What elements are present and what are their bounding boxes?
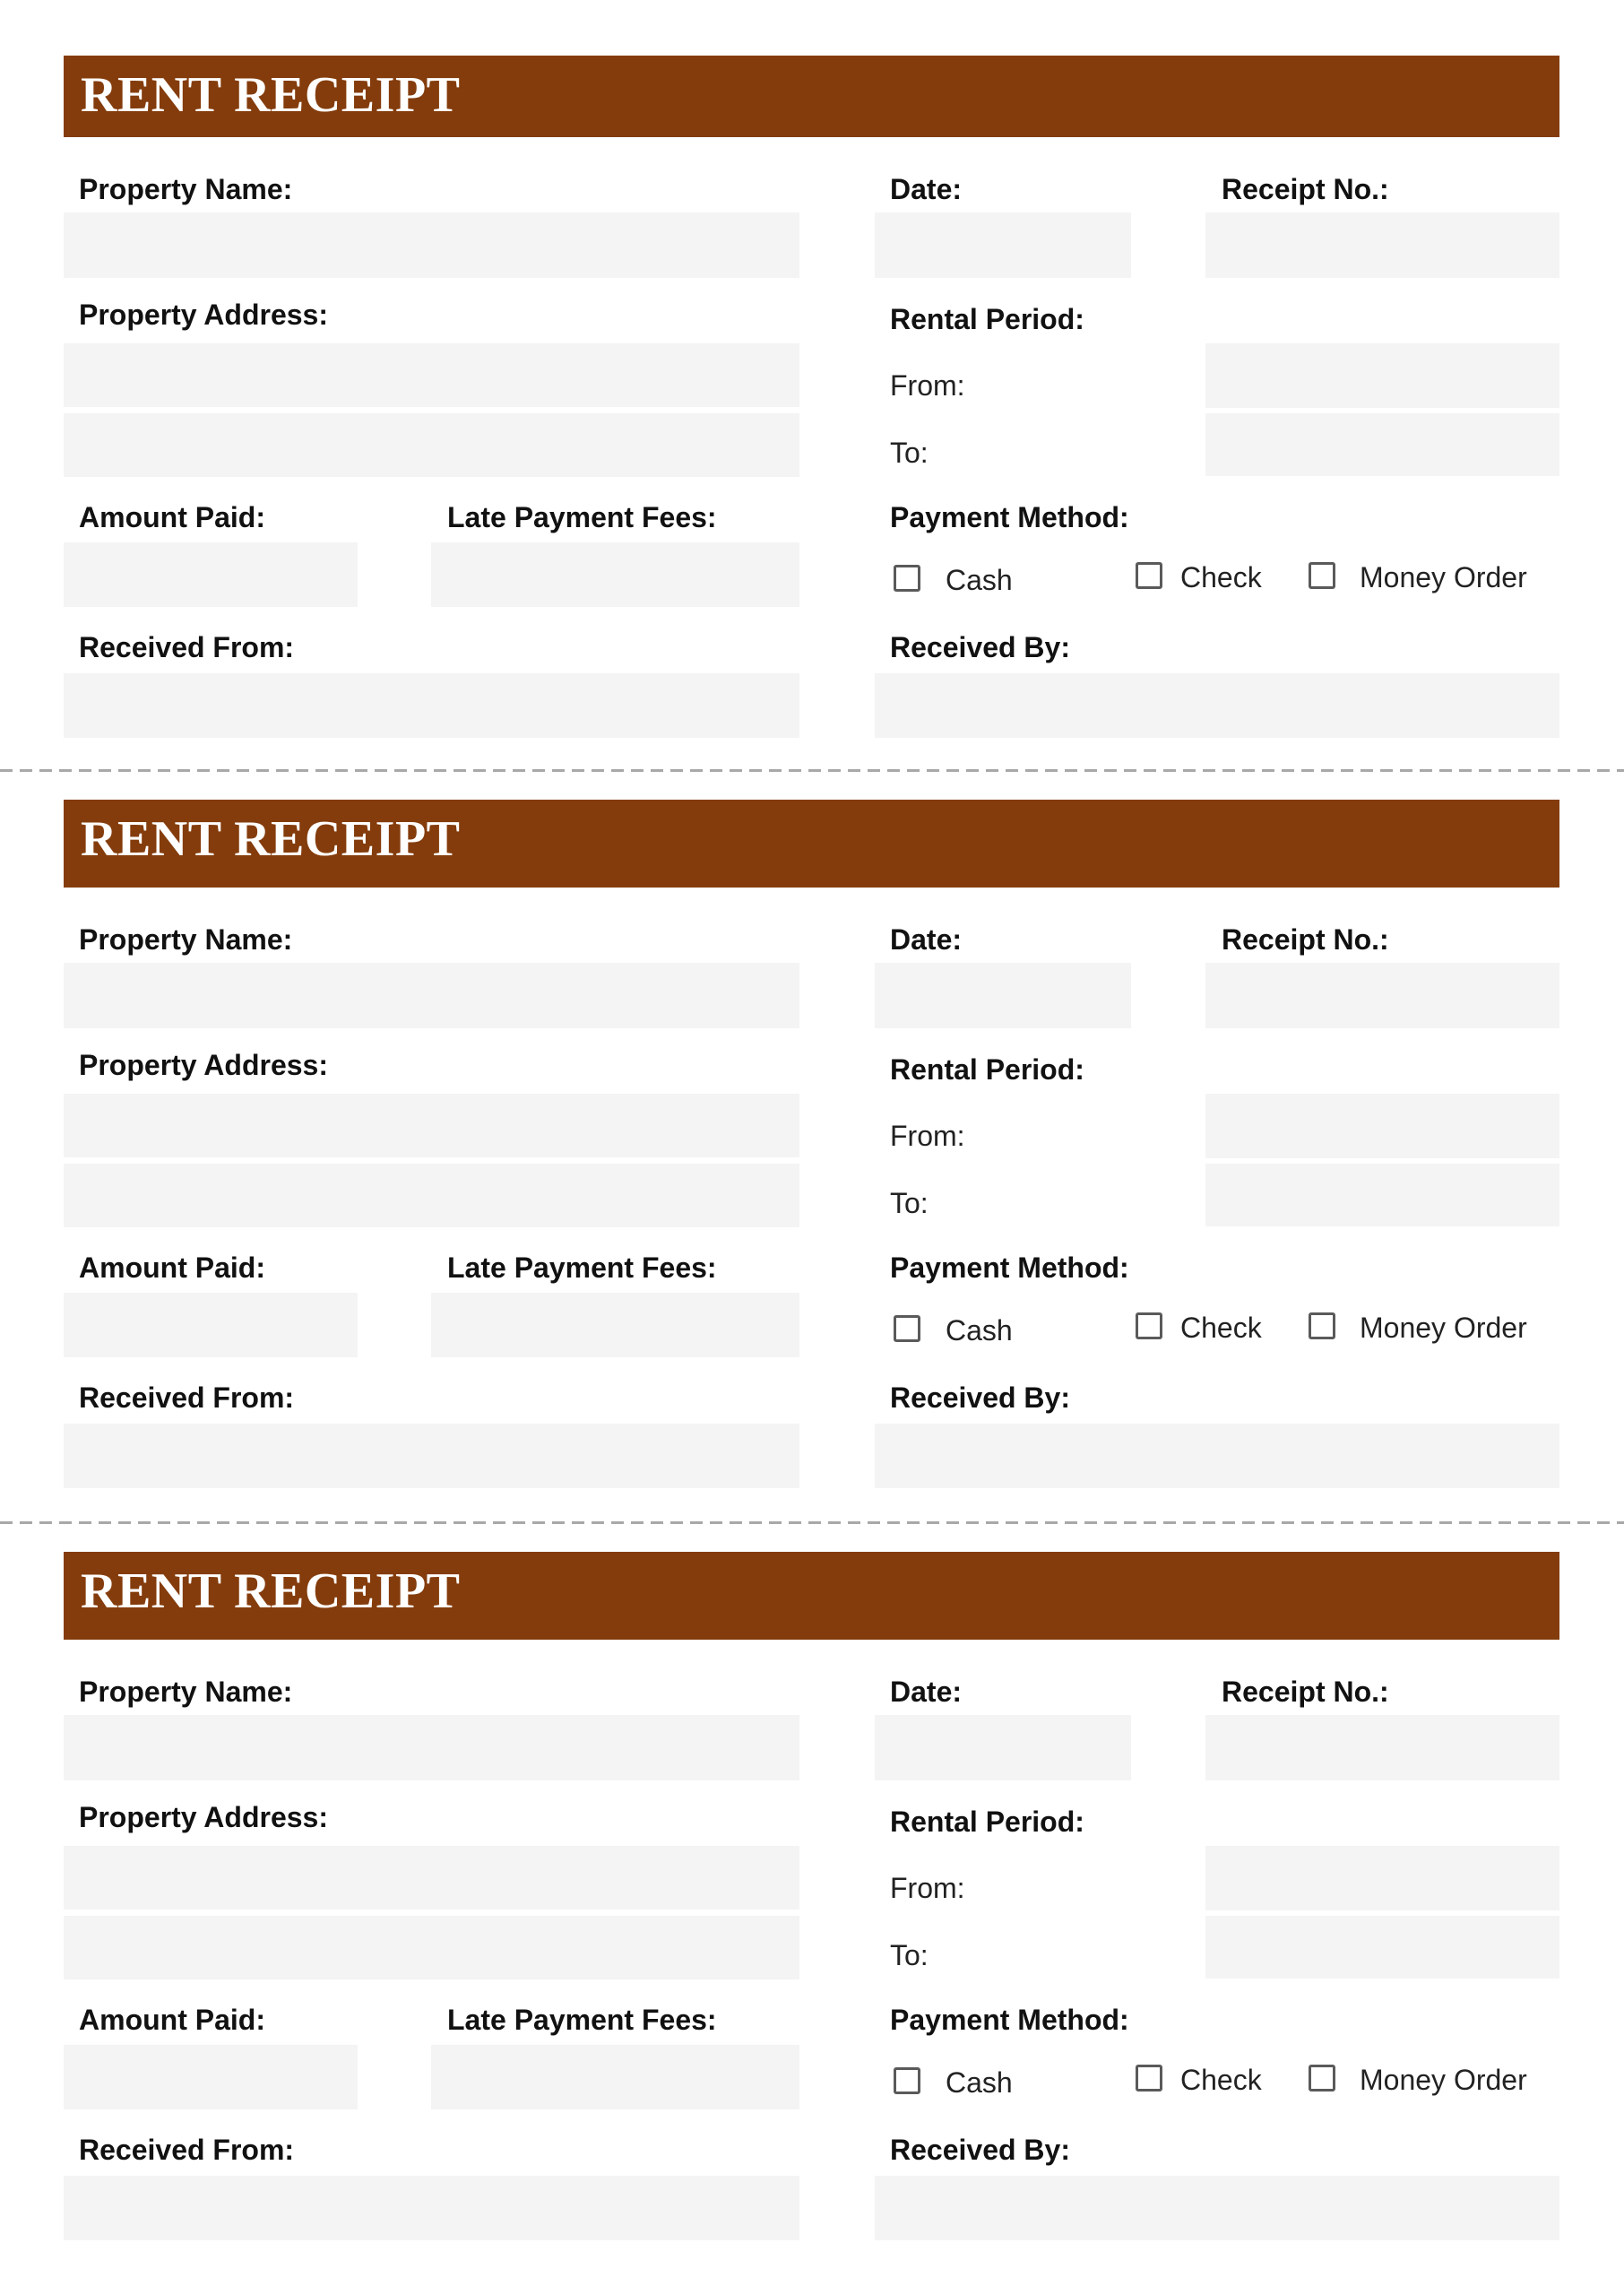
received-from-field[interactable] [64, 673, 799, 738]
property-address-line1-field[interactable] [64, 1094, 799, 1157]
rental-to-field[interactable] [1205, 1164, 1559, 1226]
property-address-label: Property Address: [79, 1049, 328, 1081]
receipt-no-field[interactable] [1205, 212, 1559, 278]
property-address-label: Property Address: [79, 1801, 328, 1833]
amount-paid-field[interactable] [64, 542, 358, 607]
money-order-checkbox[interactable] [1309, 1312, 1335, 1339]
receipt-no-label: Receipt No.: [1222, 173, 1389, 205]
from-label: From: [890, 369, 965, 402]
cut-line-divider [0, 1521, 1624, 1524]
cut-line-divider [0, 769, 1624, 772]
late-payment-fees-label: Late Payment Fees: [447, 1251, 717, 1284]
amount-paid-label: Amount Paid: [79, 1251, 265, 1284]
property-address-line1-field[interactable] [64, 1846, 799, 1910]
property-name-label: Property Name: [79, 1676, 293, 1708]
amount-paid-field[interactable] [64, 1293, 358, 1357]
cash-option-label[interactable]: Cash [946, 564, 1013, 596]
cash-option-label[interactable]: Cash [946, 1314, 1013, 1347]
from-label: From: [890, 1120, 965, 1152]
receipt-header [64, 56, 1559, 137]
received-by-field[interactable] [875, 673, 1559, 738]
received-by-label: Received By: [890, 631, 1070, 663]
rental-from-field[interactable] [1205, 343, 1559, 408]
late-payment-fees-field[interactable] [431, 542, 799, 607]
check-checkbox[interactable] [1136, 1312, 1162, 1339]
late-payment-fees-field[interactable] [431, 1293, 799, 1357]
receipt-no-field[interactable] [1205, 963, 1559, 1028]
property-address-line2-field[interactable] [64, 413, 799, 477]
property-name-field[interactable] [64, 1715, 799, 1780]
property-address-label: Property Address: [79, 299, 328, 331]
received-by-label: Received By: [890, 1381, 1070, 1414]
received-from-label: Received From: [79, 1381, 295, 1414]
check-option-label[interactable]: Check [1180, 1312, 1262, 1344]
property-address-line1-field[interactable] [64, 343, 799, 407]
property-name-field[interactable] [64, 212, 799, 278]
late-payment-fees-label: Late Payment Fees: [447, 501, 717, 533]
to-label: To: [890, 437, 929, 469]
property-address-line2-field[interactable] [64, 1164, 799, 1227]
amount-paid-label: Amount Paid: [79, 2004, 265, 2036]
cash-checkbox[interactable] [894, 1315, 920, 1342]
rental-period-label: Rental Period: [890, 303, 1084, 335]
rental-period-label: Rental Period: [890, 1053, 1084, 1086]
late-payment-fees-field[interactable] [431, 2045, 799, 2109]
receipt-no-label: Receipt No.: [1222, 923, 1389, 956]
received-from-label: Received From: [79, 631, 295, 663]
received-by-label: Received By: [890, 2134, 1070, 2166]
receipt-header [64, 800, 1559, 888]
payment-method-label: Payment Method: [890, 1251, 1129, 1284]
to-label: To: [890, 1939, 929, 1971]
date-field[interactable] [875, 1715, 1131, 1780]
rental-to-field[interactable] [1205, 1916, 1559, 1979]
check-option-label[interactable]: Check [1180, 561, 1262, 593]
amount-paid-label: Amount Paid: [79, 501, 265, 533]
rental-period-label: Rental Period: [890, 1806, 1084, 1838]
check-option-label[interactable]: Check [1180, 2064, 1262, 2096]
to-label: To: [890, 1187, 929, 1219]
receipt-title: RENT RECEIPT [81, 811, 461, 867]
receipt-no-field[interactable] [1205, 1715, 1559, 1780]
payment-method-label: Payment Method: [890, 2004, 1129, 2036]
receipt-header [64, 1552, 1559, 1640]
date-label: Date: [890, 923, 963, 956]
received-from-label: Received From: [79, 2134, 295, 2166]
late-payment-fees-label: Late Payment Fees: [447, 2004, 717, 2036]
property-name-label: Property Name: [79, 173, 293, 205]
date-label: Date: [890, 1676, 963, 1708]
received-by-field[interactable] [875, 1424, 1559, 1488]
received-from-field[interactable] [64, 2176, 799, 2240]
date-label: Date: [890, 173, 963, 205]
amount-paid-field[interactable] [64, 2045, 358, 2109]
date-field[interactable] [875, 963, 1131, 1028]
property-name-field[interactable] [64, 963, 799, 1028]
receipt-title: RENT RECEIPT [81, 1563, 461, 1619]
from-label: From: [890, 1872, 965, 1904]
receipt-title: RENT RECEIPT [81, 67, 461, 123]
money-order-option-label[interactable]: Money Order [1360, 561, 1527, 593]
money-order-option-label[interactable]: Money Order [1360, 1312, 1527, 1344]
date-field[interactable] [875, 212, 1131, 278]
cash-option-label[interactable]: Cash [946, 2066, 1013, 2099]
property-address-line2-field[interactable] [64, 1916, 799, 1979]
cash-checkbox[interactable] [894, 565, 920, 592]
money-order-option-label[interactable]: Money Order [1360, 2064, 1527, 2096]
received-by-field[interactable] [875, 2176, 1559, 2240]
rental-from-field[interactable] [1205, 1846, 1559, 1910]
money-order-checkbox[interactable] [1309, 2065, 1335, 2091]
rental-from-field[interactable] [1205, 1094, 1559, 1158]
check-checkbox[interactable] [1136, 562, 1162, 589]
receipt-no-label: Receipt No.: [1222, 1676, 1389, 1708]
property-name-label: Property Name: [79, 923, 293, 956]
money-order-checkbox[interactable] [1309, 562, 1335, 589]
received-from-field[interactable] [64, 1424, 799, 1488]
cash-checkbox[interactable] [894, 2067, 920, 2094]
payment-method-label: Payment Method: [890, 501, 1129, 533]
rental-to-field[interactable] [1205, 413, 1559, 476]
check-checkbox[interactable] [1136, 2065, 1162, 2091]
